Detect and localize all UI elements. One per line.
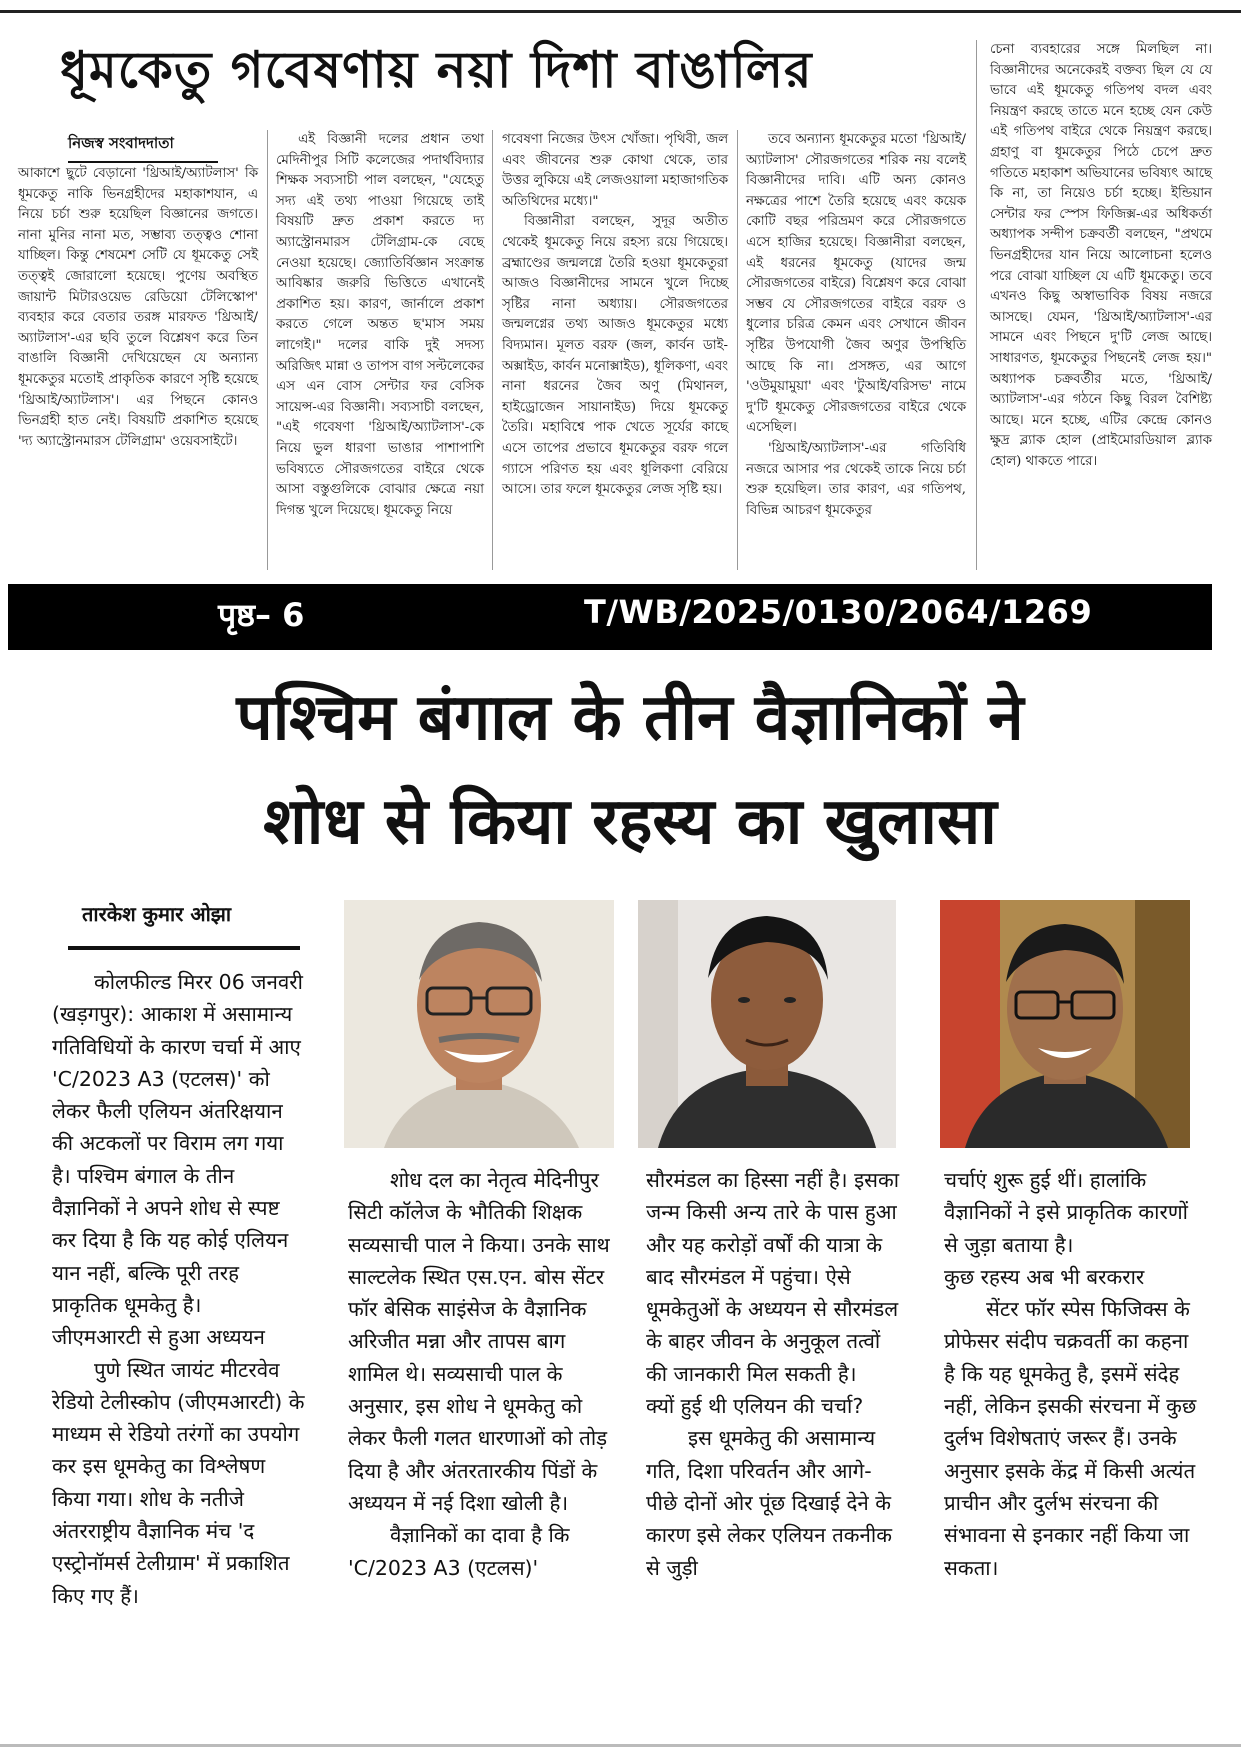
column-divider: [976, 40, 977, 570]
hindi-col4-para-1: चर्चाएं शुरू हुई थीं। हालांकि वैज्ञानिकों ने इसे प्राकृतिक कारणों से जुड़ा बताया है।: [944, 1168, 1188, 1257]
page-number: पृष्ठ– 6: [218, 596, 305, 634]
bengali-column-4: [746, 130, 966, 521]
hindi-col2-para-1: शोध दल का नेतृत्व मेदिनीपुर सिटी कॉलेज के भौतिकी शिक्षक सव्यसाची पाल ने किया। उनके साथ साल्टलेक स्थित एस.एन. बोस सेंटर फॉर बेसिक साइंसेज के वैज्ञानिक अरिजीत मन्ना और तापस बाग शामिल थे। सव्यसाची पाल के अनुसार, इस शोध ने धूमकेतु को लेकर फैली गलत धारणाओं को तोड़ दिया है और अंतरतारकीय पिंडों के अध्ययन में नई दिशा खोली है।: [348, 1168, 610, 1515]
bengali-column-1: [18, 164, 258, 452]
hindi-col2-para-2: वैज्ञानिकों का दावा है कि 'C/2023 A3 (एटलस)': [348, 1523, 570, 1580]
scientist-photo-3: [940, 900, 1190, 1148]
hindi-column-1: [52, 966, 306, 1612]
bengali-col3-intro: গবেষণা নিজের উৎস খোঁজা। পৃথিবী, জল এবং জীবনের শুরু কোথা থেকে, তার উত্তর লুকিয়ে এই লেজওয়ালা মহাজাগতিক অতিথিদের মধ্যে।": [502, 132, 728, 209]
hindi-byline: तारकेश कुमार ओझा: [82, 902, 232, 926]
previous-page-fragment: [0, 0, 1241, 10]
hindi-column-3: [646, 1164, 902, 1584]
hindi-col3-subhead: क्यों हुई थी एलियन की चर्चा?: [646, 1394, 864, 1419]
bengali-col3-text: বিজ্ঞানীরা বলছেন, সুদূর অতীত থেকেই ধূমকেতু নিয়ে রহস্য রয়ে গিয়েছে। ব্রহ্মাণ্ডের জন্মলগ্নে তৈরি হওয়া ধূমকেতুরা আজও বিজ্ঞানীদের সামনে খুলে দিচ্ছে সৃষ্টির নানা অধ্যায়। সৌরজগতের জন্মলগ্নের তথ্য আজও ধূমকেতুর মধ্যে বিদ্যমান। মূলত বরফ (জল, কার্বন ডাই-অক্সাইড, কার্বন মনোক্সাইড), ধূলিকণা, এবং নানা ধরনের জৈব অণু (মিথানল, হাইড্রোজেন সায়ানাইড) দিয়ে ধূমকেতু তৈরি। মহাবিশ্বে পাক খেতে সূর্যের কাছে এসে তাপের প্রভাবে ধূমকেতুর বরফ গলে গ্যাসে পরিণত হয় এবং ধূলিকণা বেরিয়ে আসে। তার ফলে ধূমকেতুর লেজ সৃষ্টি হয়।: [502, 214, 728, 498]
registration-number: T/WB/2025/0130/2064/1269: [584, 593, 1093, 631]
hindi-col1-para-1: कोलफील्ड मिरर 06 जनवरी (खड़गपुर): आकाश में असामान्य गतिविधियों के कारण चर्चा में आए 'C/2023 A3 (एटलस)' को लेकर फैली एलियन अंतरिक्षयान की अटकलों पर विराम लग गया है। पश्चिम बंगाल के तीन वैज्ञानिकों ने अपने शोध से स्पष्ट कर दिया है कि यह कोई एलियन यान नहीं, बल्कि पूरी तरह प्राकृतिक धूमकेतु है।: [52, 970, 303, 1317]
column-divider: [492, 130, 493, 570]
scientist-photo-2: [638, 900, 896, 1148]
bengali-col5-text: চেনা ব্যবহারের সঙ্গে মিলছিল না। বিজ্ঞানীদের অনেকেরই বক্তব্য ছিল যে যে ভাবে এই ধূমকেতু গতিপথ বদল এবং নিয়ন্ত্রণ করছে তাতে মনে হচ্ছে যেন কেউ এই গতিপথ বাইরে থেকে নিয়ন্ত্রণ করছে। গ্রহাণু বা ধূমকেতুর পিঠে চেপে দ্রুত গতিতে মহাকাশ অভিযানের ভবিষ্যৎ আছে কি না, তা নিয়েও চর্চা হচ্ছে। ইন্ডিয়ান সেন্টার ফর স্পেস ফিজিক্স-এর অধিকর্তা অধ্যাপক সন্দীপ চক্রবর্তী বলছেন, "প্রথমে ভিনগ্রহীদের যান নিয়ে আলোচনা হলেও পরে বোঝা যাচ্ছিল যে এটি ধূমকেতু। তবে এখনও কিছু অস্বাভাবিক বিষয় নজরে আসছে। যেমন, 'থ্রিআই/অ্যাটলাস'-এর সামনে এবং পিছনে দু'টি লেজ আছে। সাধারণত, ধূমকেতুর পিছনেই লেজ হয়।" অধ্যাপক চক্রবর্তীর মতে, 'থ্রিআই/অ্যাটলাস'-এর গঠনে কিছু বিরল বৈশিষ্ট্য আছে। মনে হচ্ছে, এটির কেন্দ্রে কোনও ক্ষুদ্র ব্ল্যাক হোল (প্রাইমোরডিয়াল ব্ল্যাক হোল) থাকতে পারে।: [990, 42, 1212, 469]
bengali-byline: নিজস্ব সংবাদদাতা: [68, 132, 218, 163]
column-divider: [267, 130, 268, 570]
byline-rule: [68, 946, 300, 950]
hindi-column-4: [944, 1164, 1200, 1584]
hindi-col3-para-2: इस धूमकेतु की असामान्य गति, दिशा परिवर्तन और आगे-पीछे दोनों ओर पूंछ दिखाई देने के कारण इसे लेकर एलियन तकनीक से जुड़ी: [646, 1426, 892, 1580]
bottom-divider: [0, 1744, 1241, 1747]
hindi-headline-line-2: शोध से किया रहस्य का खुलासा: [263, 785, 997, 859]
hindi-col1-subhead: जीएमआरटी से हुआ अध्ययन: [52, 1325, 265, 1350]
bengali-col2-text: এই বিজ্ঞানী দলের প্রধান তথা মেদিনীপুর সিটি কলেজের পদার্থবিদ্যার শিক্ষক সব্যসাচী পাল বলছেন, "যেহেতু সদ্য এই তথ্য পাওয়া গিয়েছে তাই বিষয়টি দ্রুত প্রকাশ করতে দ্য অ্যাস্ট্রোনমারস টেলিগ্রাম-কে বেছে নেওয়া হয়েছে। জ্যোতির্বিজ্ঞান সংক্রান্ত আবিষ্কার জরুরি ভিত্তিতে এখানেই প্রকাশিত হয়। কারণ, জার্নালে প্রকাশ করতে গেলে অন্তত ছ'মাস সময় লাগেই।" দলের বাকি দুই সদস্য অরিজিৎ মান্না ও তাপস বাগ সল্টলেকের এস এন বোস সেন্টার ফর বেসিক সায়েন্স-এর বিজ্ঞানী। সব্যসাচী বলছেন, "এই গবেষণা 'থ্রিআই/অ্যাটলাস'-কে নিয়ে ভুল ধারণা ভাঙার পাশাপাশি ভবিষ্যতে সৌরজগতের বাইরে থেকে আসা বস্তুগুলিকে বোঝার ক্ষেত্রে নয়া দিগন্ত খুলে দিয়েছে। ধূমকেতু নিয়ে: [276, 132, 484, 518]
bengali-headline: ধূমকেতু গবেষণায় নয়া দিশা বাঙালির: [60, 40, 813, 99]
bengali-column-3: [502, 130, 728, 501]
hindi-headline: [70, 666, 1190, 874]
bengali-col4-text: তবে অন্যান্য ধূমকেতুর মতো 'থ্রিআই/অ্যাটলাস' সৌরজগতের শরিক নয় বলেই বিজ্ঞানীদের দাবি। এটি অন্য কোনও নক্ষত্রের পাশে তৈরি হয়েছে এবং কয়েক কোটি বছর পরিভ্রমণ করে সৌরজগতে এসে হাজির হয়েছে। বিজ্ঞানীরা বলছেন, এই ধরনের ধূমকেতু (যাদের জন্ম সৌরজগতের বাইরে) বিশ্লেষণ করে বোঝা সম্ভব যে সৌরজগতের বাইরে বরফ ও ধুলোর চরিত্র কেমন এবং সেখানে জীবন সৃষ্টির উপযোগী জৈব অণুর উপস্থিতি আছে কি না। প্রসঙ্গত, এর আগে 'ওউমুয়ামুয়া' এবং 'টুআই/বরিসভ' নামে দু'টি ধূমকেতু সৌরজগতের বাইরে থেকে এসেছিল।: [746, 132, 966, 436]
scientist-photo-1: [344, 900, 614, 1148]
column-divider: [737, 130, 738, 570]
hindi-column-2: [348, 1164, 610, 1584]
hindi-headline-line-1: पश्चिम बंगाल के तीन वैज्ञानिकों ने: [236, 681, 1024, 755]
top-divider: [0, 10, 1241, 13]
hindi-col3-para-1: सौरमंडल का हिस्सा नहीं है। इसका जन्म किसी अन्य तारे के पास हुआ और यह करोड़ों वर्षों की यात्रा के बाद सौरमंडल में पहुंचा। ऐसे धूमकेतुओं के अध्ययन से सौरमंडल के बाहर जीवन के अनुकूल तत्वों की जानकारी मिल सकती है।: [646, 1168, 900, 1386]
hindi-col4-para-2: सेंटर फॉर स्पेस फिजिक्स के प्रोफेसर संदीप चक्रवर्ती का कहना है कि यह धूमकेतु है, इसमें संदेह नहीं, लेकिन इसकी संरचना में कुछ दुर्लभ विशेषताएं जरूर हैं। उनके अनुसार इसके केंद्र में किसी अत्यंत प्राचीन और दुर्लभ संरचना की संभावना से इनकार नहीं किया जा सकता।: [944, 1297, 1197, 1580]
bengali-column-5: [990, 40, 1212, 472]
hindi-col1-para-2: पुणे स्थित जायंट मीटरवेव रेडियो टेलीस्कोप (जीएमआरटी) के माध्यम से रेडियो तरंगों का उपयोग कर इस धूमकेतु का विश्लेषण किया गया। शोध के नतीजे अंतरराष्ट्रीय वैज्ञानिक मंच 'द एस्ट्रोनॉमर्स टेलीग्राम' में प्रकाशित किए गए हैं।: [52, 1357, 305, 1608]
bengali-column-2: [276, 130, 484, 521]
bengali-col4-text-2: 'থ্রিআই/অ্যাটলাস'-এর গতিবিধি নজরে আসার পর থেকেই তাকে নিয়ে চর্চা শুরু হয়েছিল। তার কারণ, এর গতিপথ, বিভিন্ন আচরণ ধূমকেতুর: [746, 440, 966, 518]
bengali-col1-text: আকাশে ছুটে বেড়ানো 'থ্রিআই/অ্যাটলাস' কি ধূমকেতু নাকি ভিনগ্রহীদের মহাকাশযান, এ নিয়ে চর্চা শুরু হয়েছিল বিজ্ঞানের জগতে। নানা মুনির নানা মত, সম্ভাব্য তত্ত্বও শোনা যাচ্ছিল। কিন্তু শেষমেশ সেটি যে ধূমকেতু সেই তত্ত্বই জোরালো হয়েছে। পুণেয় অবস্থিত জায়ান্ট মিটারওয়েভ রেডিয়ো টেলিস্কোপ' ব্যবহার করে বেতার তরঙ্গ মারফত 'থ্রিআই/অ্যাটলাস'-এর ছবি তুলে বিশ্লেষণ করে তিন বাঙালি বিজ্ঞানী দেখিয়েছেন যে অন্যান্য ধূমকেতুর মতোই প্রাকৃতিক কারণে সৃষ্টি হয়েছে 'থ্রিআই/অ্যাটলাস'। এর পিছনে কোনও ভিনগ্রহী হাত নেই। বিষয়টি প্রকাশিত হয়েছে 'দ্য অ্যাস্ট্রোনমারস টেলিগ্রাম' ওয়েবসাইটে।: [18, 166, 258, 449]
hindi-col4-subhead: कुछ रहस्य अब भी बरकरार: [944, 1264, 1145, 1289]
